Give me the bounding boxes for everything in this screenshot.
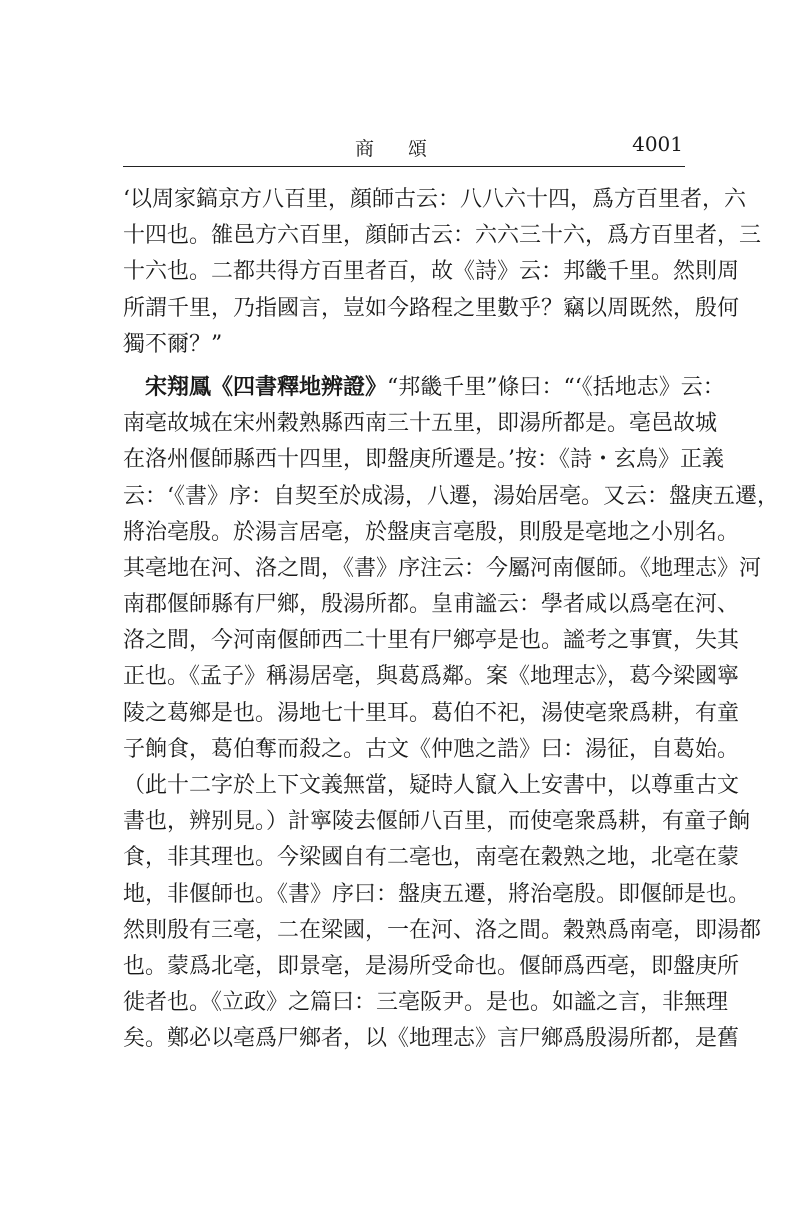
page-number: 4001 xyxy=(632,132,683,156)
text-line: 云：‘《書》序：自契至於成湯，八遷，湯始居亳。又云：盤庚五遷， xyxy=(123,483,779,509)
text-line: 書也，辨别見。）計寧陵去偃師八百里，而使亳衆爲耕，有童子餉 xyxy=(123,809,751,835)
quote-lead: “邦畿千里”條曰：“‘《括地志》云： xyxy=(387,374,725,400)
text-line: 食，非其理也。今梁國自有二亳也，南亳在穀熟之地，北亳在蒙 xyxy=(123,845,740,871)
paragraph-gap xyxy=(123,363,688,370)
text-line: 徙者也。《立政》之篇曰：三亳阪尹。是也。如謐之言，非無理 xyxy=(123,990,729,1016)
text-line: ‘以周家鎬京方八百里，顔師古云：八八六十四，爲方百里者，六 xyxy=(123,187,746,212)
text-line: 地，非偃師也。《書》序曰：盤庚五遷，將治亳殷。即偃師是也。 xyxy=(123,881,751,907)
running-header xyxy=(123,128,683,168)
text-line: 南亳故城在宋州穀熟縣西南三十五里，即湯所都是。亳邑故城 xyxy=(123,411,718,437)
text-line: 將治亳殷。於湯言居亳，於盤庚言亳殷，則殷是亳地之小別名。 xyxy=(123,519,740,545)
text-line: 十六也。二都共得方百里者百，故《詩》云：邦畿千里。然則周 xyxy=(123,259,740,285)
text-line: （此十二字於上下文義無當，疑時人竄入上安書中，以尊重古文 xyxy=(123,773,740,798)
body-text xyxy=(123,182,779,1058)
text-line: 南郡偃師縣有尸鄉，殷湯所都。皇甫謐云：學者咸以爲亳在河、 xyxy=(123,592,740,618)
text-line: 十四也。雒邑方六百里，顔師古云：六六三十六，爲方百里者，三 xyxy=(123,223,762,249)
paragraph-1 xyxy=(123,182,762,363)
text-line: 所謂千里，乃指國言，豈如今路程之里數乎？竊以周既然，殷何 xyxy=(123,295,740,321)
running-title: 商頌 xyxy=(355,138,462,160)
text-line: 其亳地在河、洛之間，《書》序注云：今屬河南偃師。《地理志》河 xyxy=(123,555,762,581)
text-line: 矣。鄭必以亳爲尸鄉者，以《地理志》言尸鄉爲殷湯所都，是舊 xyxy=(123,1026,740,1052)
paragraph-2 xyxy=(123,370,779,1058)
text-line: 子餉食，葛伯奪而殺之。古文《仲虺之誥》曰：湯征，自葛始。 xyxy=(123,736,740,762)
text-line: 然則殷有三亳，二在梁國，一在河、洛之間。穀熟爲南亳，即湯都 xyxy=(123,917,762,943)
text-line: 陵之葛鄉是也。湯地七十里耳。葛伯不祀，湯使亳衆爲耕，有童 xyxy=(123,700,740,726)
text-line: 在洛州偃師縣西十四里，即盤庚所遷是。’按：《詩・玄鳥》正義 xyxy=(123,447,724,473)
cited-work: 宋翔鳳《四書釋地辨證》 xyxy=(145,374,388,400)
header-rule xyxy=(123,166,685,167)
text-line: 也。蒙爲北亳，即景亳，是湯所受命也。偃師爲西亳，即盤庚所 xyxy=(123,953,740,979)
text-line: 獨不爾？” xyxy=(123,331,223,357)
text-line: 正也。《孟子》稱湯居亳，與葛爲鄰。案《地理志》，葛今梁國寧 xyxy=(123,664,740,690)
text-line: 洛之間，今河南偃師西二十里有尸鄉亭是也。謐考之事實，失其 xyxy=(123,628,740,654)
paragraph-2-first-line xyxy=(123,370,725,406)
